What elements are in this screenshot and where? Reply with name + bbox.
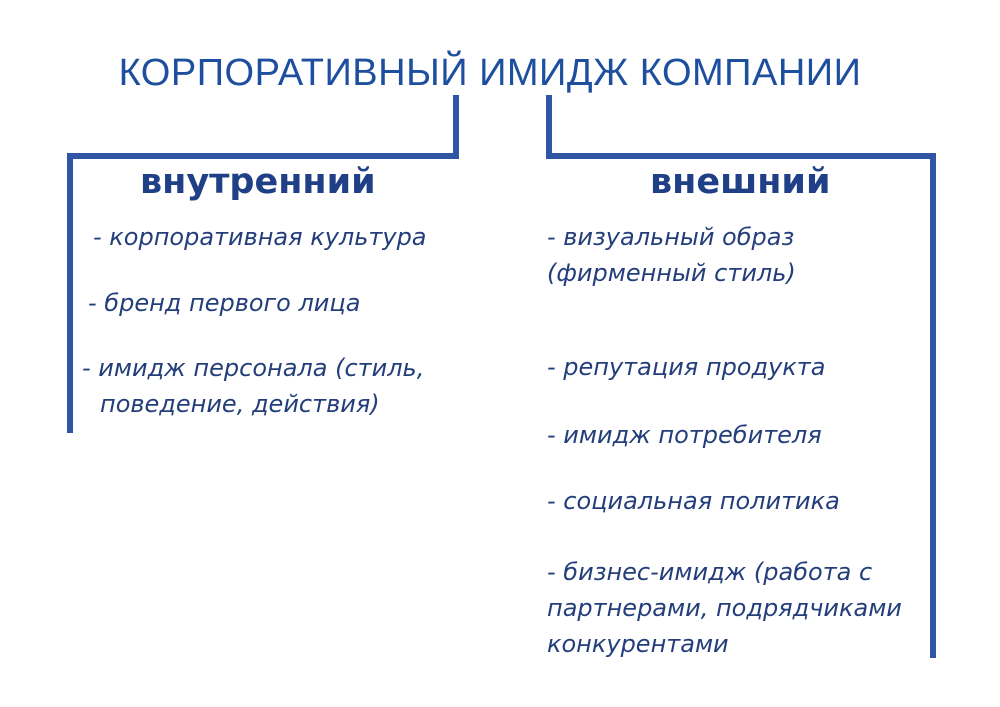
internal-item-personnel: - имидж персонала (стиль, <box>82 354 425 382</box>
external-heading: внешний <box>650 162 831 202</box>
internal-item-culture: - корпоративная культура <box>93 223 427 251</box>
external-item-visual-cont: (фирменный стиль) <box>547 259 796 287</box>
external-item-business-cont2: конкурентами <box>547 630 729 658</box>
internal-item-brand: - бренд первого лица <box>88 289 361 317</box>
left-bracket-horizontal <box>67 153 459 159</box>
right-bracket-horizontal <box>546 153 936 159</box>
internal-heading: внутренний <box>140 162 376 202</box>
external-item-business: - бизнес-имидж (работа с <box>547 558 873 586</box>
right-bracket-vertical-top <box>546 95 552 158</box>
external-item-visual: - визуальный образ <box>547 223 795 251</box>
right-bracket-vertical-long <box>930 153 936 658</box>
left-bracket-vertical-top <box>453 95 459 158</box>
external-item-consumer: - имидж потребителя <box>547 421 822 449</box>
external-item-reputation: - репутация продукта <box>547 353 826 381</box>
left-bracket-vertical-long <box>67 153 73 433</box>
external-item-social: - социальная политика <box>547 487 840 515</box>
diagram-title: КОРПОРАТИВНЫЙ ИМИДЖ КОМПАНИИ <box>118 52 862 94</box>
external-item-business-cont1: партнерами, подрядчиками <box>547 594 902 622</box>
internal-item-personnel-cont: поведение, действия) <box>100 390 380 418</box>
